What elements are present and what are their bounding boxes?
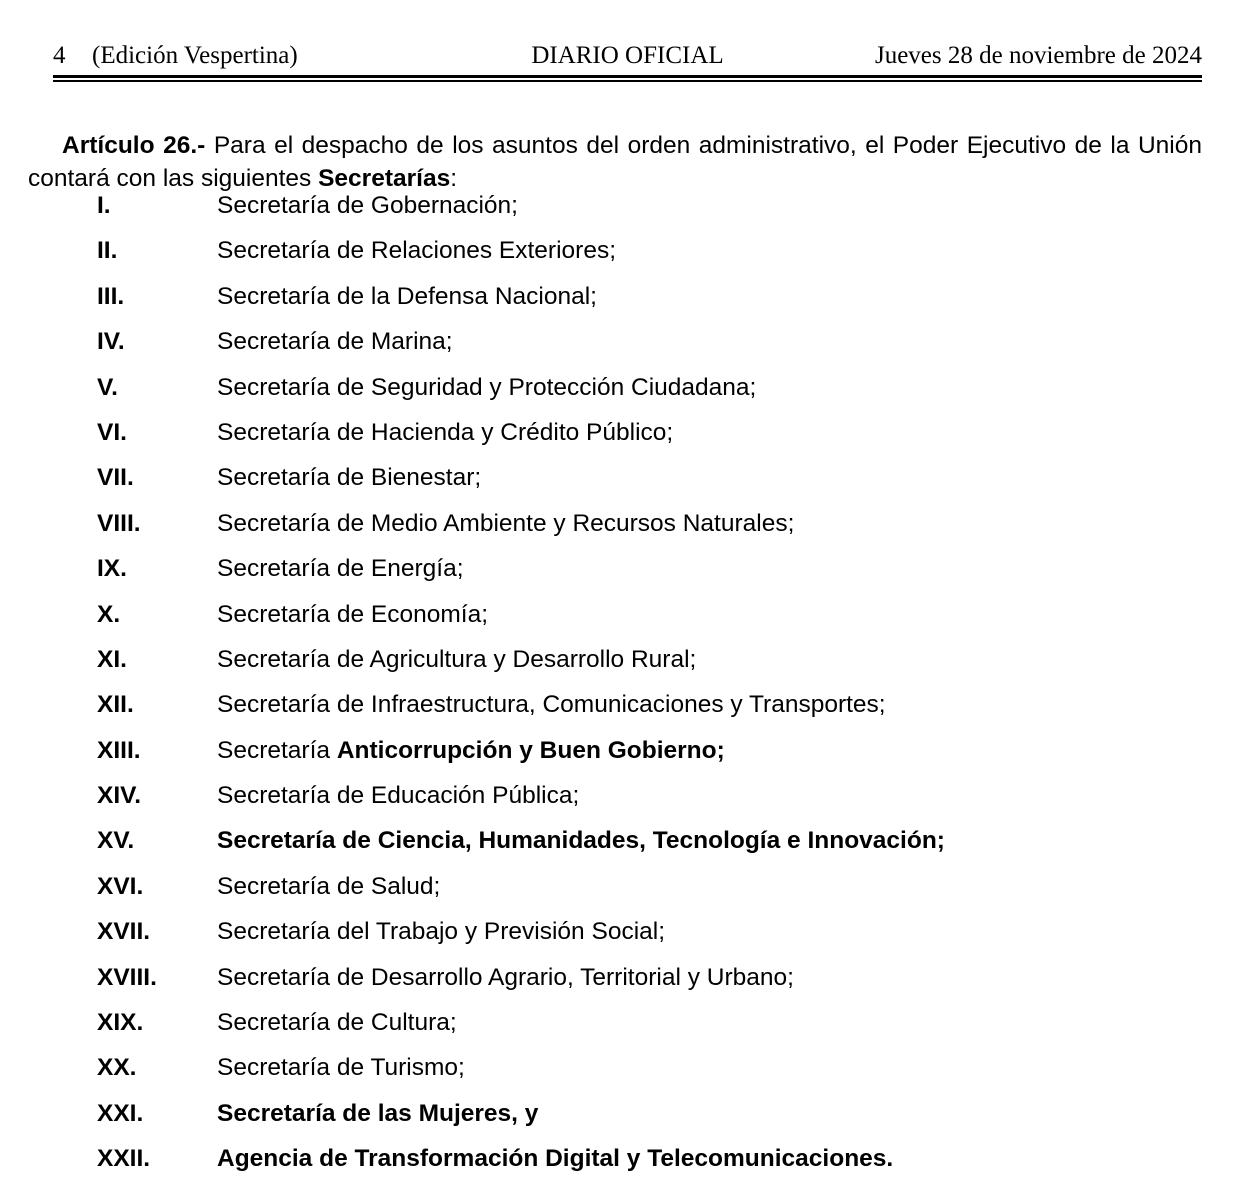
article-label: Artículo 26.- [62, 131, 206, 159]
list-item-numeral: XIII. [97, 736, 141, 764]
list-item-text: Secretaría de Desarrollo Agrario, Territorial y Urbano; [217, 963, 794, 991]
list-item-numeral: XI. [97, 645, 127, 673]
list-item-text: Secretaría de las Mujeres, y [217, 1099, 539, 1127]
header-double-rule [53, 75, 1202, 81]
list-item [0, 1136, 1260, 1181]
list-item-text-lead: Secretaría [217, 736, 337, 764]
list-item-text: Secretaría de Hacienda y Crédito Público; [217, 418, 674, 446]
header-rule-lower [53, 80, 1202, 82]
page-running-head [53, 40, 1202, 72]
list-item-numeral: XVI. [97, 872, 144, 900]
list-item-text: Secretaría del Trabajo y Previsión Social; [217, 918, 666, 946]
publication-date: Jueves 28 de noviembre de 2024 [874, 42, 1202, 69]
list-item-numeral: XXII. [97, 1145, 151, 1173]
list-item [0, 818, 1260, 863]
list-item-numeral: VI. [97, 418, 127, 446]
article-body-before: Para el despacho de los asuntos del orden administrativo, el Poder Ejecutivo de la Unión contará con las siguientes [28, 131, 1202, 192]
list-item [0, 546, 1260, 591]
list-item [0, 773, 1260, 818]
list-item-numeral: XX. [97, 1054, 137, 1082]
list-item-text: Secretaría de Marina; [217, 328, 453, 356]
list-item-text: Secretaría de Salud; [217, 872, 441, 900]
list-item [0, 1091, 1260, 1136]
list-item-numeral: II. [97, 237, 118, 265]
list-item-text [217, 728, 725, 773]
list-item-text: Secretaría de Cultura; [217, 1009, 457, 1037]
list-item-text: Agencia de Transformación Digital y Telecomunicaciones. [217, 1145, 894, 1173]
list-item [0, 864, 1260, 909]
list-item-text: Secretaría de Medio Ambiente y Recursos Naturales; [217, 509, 795, 537]
list-item [0, 909, 1260, 954]
list-item [0, 319, 1260, 364]
list-item [0, 955, 1260, 1000]
article-emphasis: Secretarías [318, 164, 451, 192]
list-item-numeral: VIII. [97, 509, 141, 537]
list-item-numeral: XXI. [97, 1099, 144, 1127]
list-item [0, 365, 1260, 410]
list-item [0, 410, 1260, 455]
list-item [0, 455, 1260, 500]
list-item-numeral: IV. [97, 328, 125, 356]
list-item [0, 728, 1260, 773]
list-item-text: Secretaría de Seguridad y Protección Ciudadana; [217, 373, 757, 401]
list-item-text-emphasis: Anticorrupción y Buen Gobierno; [336, 736, 725, 764]
list-item [0, 682, 1260, 727]
list-item-numeral: XV. [97, 827, 135, 855]
list-item [0, 637, 1260, 682]
list-item-numeral: III. [97, 282, 125, 310]
list-item-text: Secretaría de Energía; [217, 555, 464, 583]
list-item-text: Secretaría de Bienestar; [217, 464, 482, 492]
list-item-numeral: XII. [97, 691, 134, 719]
list-item-numeral: XIX. [97, 1009, 144, 1037]
publication-title: DIARIO OFICIAL [531, 42, 724, 69]
list-item-text: Secretaría de la Defensa Nacional; [217, 282, 597, 310]
list-item [0, 274, 1260, 319]
list-item-text: Secretaría de Educación Pública; [217, 782, 580, 810]
list-item-numeral: I. [97, 192, 111, 219]
article-body-after: : [450, 164, 458, 192]
list-item [0, 592, 1260, 637]
list-item-text: Secretaría de Infraestructura, Comunicaciones y Transportes; [217, 691, 886, 719]
list-item-numeral: XVIII. [97, 963, 157, 991]
list-item-text: Secretaría de Agricultura y Desarrollo Rural; [217, 645, 697, 673]
list-item-text: Secretaría de Economía; [217, 600, 489, 628]
list-item [0, 1045, 1260, 1090]
list-item-numeral: XIV. [97, 782, 142, 810]
list-item-numeral: X. [97, 600, 121, 628]
list-item [0, 228, 1260, 273]
list-item-text: Secretaría de Turismo; [217, 1054, 465, 1082]
list-item-text: Secretaría de Gobernación; [217, 192, 518, 219]
list-item-text: Secretaría de Ciencia, Humanidades, Tecnología e Innovación; [217, 827, 945, 855]
page-number: 4 [53, 42, 66, 69]
header-rule-upper [53, 75, 1202, 78]
list-item-numeral: IX. [97, 555, 127, 583]
list-item-numeral: V. [97, 373, 118, 401]
secretarias-list [0, 183, 1260, 1182]
list-item-numeral: VII. [97, 464, 134, 492]
list-item [0, 1000, 1260, 1045]
list-item-numeral: XVII. [97, 918, 151, 946]
list-item-text: Secretaría de Relaciones Exteriores; [217, 237, 616, 265]
list-item [0, 183, 1260, 228]
edition-label: (Edición Vespertina) [92, 42, 298, 69]
list-item [0, 501, 1260, 546]
